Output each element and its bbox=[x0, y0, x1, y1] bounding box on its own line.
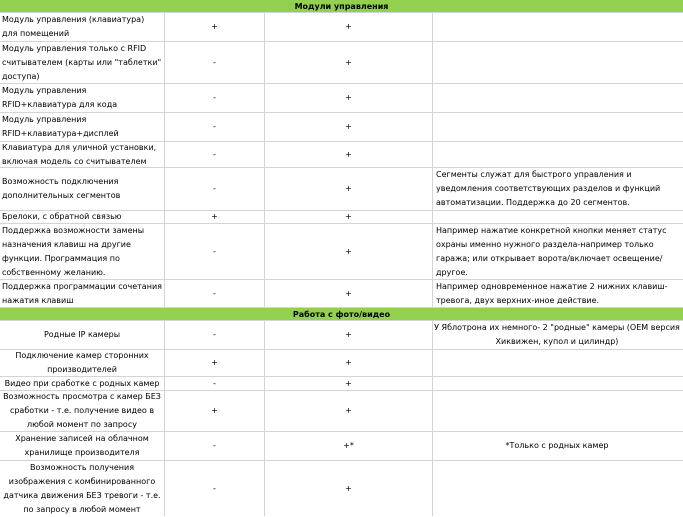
note bbox=[433, 84, 683, 112]
value-col-1: - bbox=[165, 321, 265, 349]
feature-label: Видео при сработке с родных камер bbox=[0, 377, 165, 390]
value-col-1: - bbox=[165, 432, 265, 460]
value-col-2: + bbox=[265, 224, 433, 279]
table-row bbox=[0, 113, 683, 142]
note bbox=[433, 461, 683, 516]
note bbox=[433, 42, 683, 83]
section-header-control-modules bbox=[0, 0, 683, 13]
value-col-2: + bbox=[265, 321, 433, 349]
table-row bbox=[0, 461, 683, 516]
table-row bbox=[0, 13, 683, 42]
value-col-2: + bbox=[265, 13, 433, 41]
note: Например одновременное нажатие 2 нижних клавиш- тревога, двух верхних-иное действие. bbox=[436, 281, 668, 305]
value-col-1: - bbox=[165, 377, 265, 390]
value-col-1: - bbox=[165, 224, 265, 279]
value-col-2: + bbox=[265, 377, 433, 390]
table-row bbox=[0, 391, 683, 432]
value-col-1: + bbox=[165, 211, 265, 223]
note bbox=[433, 377, 683, 390]
value-col-2: + bbox=[265, 142, 433, 167]
feature-label: Возможность просмотра с камер БЕЗ сработки - т.е. получение видео в любой момент по запросу bbox=[0, 391, 165, 431]
table-row bbox=[0, 377, 683, 391]
value-col-2: + bbox=[265, 113, 433, 141]
value-col-1: - bbox=[165, 280, 265, 307]
value-col-2: + bbox=[265, 42, 433, 83]
value-col-2: +* bbox=[265, 432, 433, 460]
feature-label: Модуль управления только с RFID считывателем (карты или "таблетки" доступа) bbox=[0, 42, 165, 83]
note bbox=[433, 211, 683, 223]
table-row bbox=[0, 432, 683, 461]
value-col-1: - bbox=[165, 113, 265, 141]
feature-label: Поддержка возможности замены назначения клавиш на другие функции. Программация по собственному желанию. bbox=[0, 224, 165, 279]
value-col-1: + bbox=[165, 391, 265, 431]
value-col-1: + bbox=[165, 350, 265, 376]
value-col-2: + bbox=[265, 168, 433, 210]
feature-label: Модуль управления RFID+клавиатура для кода bbox=[0, 84, 165, 112]
feature-label: Родные IP камеры bbox=[0, 321, 165, 349]
feature-label: Хранение записей на облачном хранилище производителя bbox=[0, 432, 165, 460]
feature-label: Подключение камер сторонних производителей bbox=[0, 350, 165, 376]
section-header-photo-video bbox=[0, 308, 683, 321]
note: *Только с родных камер bbox=[505, 441, 609, 450]
section-title: Модули управления bbox=[294, 1, 389, 11]
table-row bbox=[0, 42, 683, 84]
table-row bbox=[0, 280, 683, 308]
value-col-2: + bbox=[265, 461, 433, 516]
table-row bbox=[0, 211, 683, 224]
table-row bbox=[0, 168, 683, 211]
note bbox=[433, 113, 683, 141]
value-col-1: - bbox=[165, 42, 265, 83]
feature-label: Модуль управления (клавиатура) для помещений bbox=[0, 13, 165, 41]
value-col-2: + bbox=[265, 350, 433, 376]
feature-label: Модуль управления RFID+клавиатура+дисплей bbox=[0, 113, 165, 141]
value-col-1: - bbox=[165, 142, 265, 167]
note bbox=[433, 350, 683, 376]
table-row bbox=[0, 350, 683, 377]
feature-label: Поддержка программации сочетания нажатия клавиш bbox=[0, 280, 165, 307]
value-col-2: + bbox=[265, 280, 433, 307]
note: Сегменты служат для быстрого управления и уведомления соответствующих разделов и функций автоматизации. Поддержка до 20 сегментов. bbox=[436, 170, 661, 207]
value-col-1: + bbox=[165, 13, 265, 41]
feature-label: Возможность подключения дополнительных сегментов bbox=[0, 168, 165, 210]
note: У Яблотрона их немного- 2 "родные" камеры (OEM версия Хиквижен, купол и цилиндр) bbox=[434, 323, 680, 346]
note bbox=[433, 142, 683, 167]
value-col-1: - bbox=[165, 84, 265, 112]
value-col-2: + bbox=[265, 84, 433, 112]
note: Например нажатие конкретной кнопки меняет статус охраны именно нужного раздела-например только гаража; или открывает ворота/включает освещение/другое. bbox=[436, 225, 667, 277]
table-row bbox=[0, 84, 683, 113]
feature-label: Брелоки, с обратной связью bbox=[0, 211, 165, 223]
note bbox=[433, 13, 683, 41]
feature-label: Клавиатура для уличной установки, включая модель со считывателем bbox=[0, 142, 165, 167]
section-title: Работа с фото/видео bbox=[292, 309, 391, 319]
value-col-1: - bbox=[165, 461, 265, 516]
value-col-1: - bbox=[165, 168, 265, 210]
value-col-2: + bbox=[265, 391, 433, 431]
table-row bbox=[0, 321, 683, 350]
note bbox=[433, 391, 683, 431]
feature-label: Возможность получения изображения с комбинированного датчика движения БЕЗ тревоги - т.е. по запросу в любой момент bbox=[0, 461, 165, 516]
table-row bbox=[0, 224, 683, 280]
value-col-2: + bbox=[265, 211, 433, 223]
table-row bbox=[0, 142, 683, 168]
